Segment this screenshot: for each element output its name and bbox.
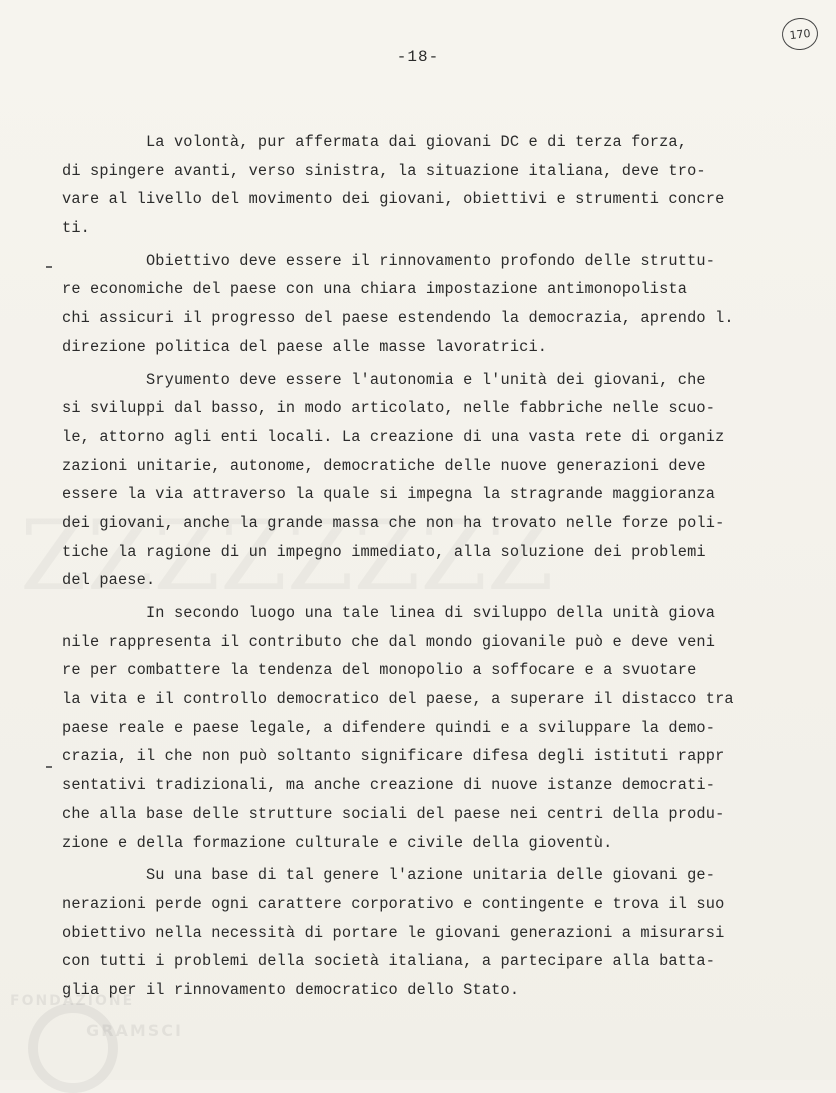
text-line: la vita e il controllo democratico del paese, a superare il distacco tra [62,690,734,709]
typed-text-body [62,128,776,1005]
text-line: che alla base delle strutture sociali del paese nei centri della produ- [62,804,725,823]
text-line: zazioni unitarie, autonome, democratiche delle nuove generazioni deve [62,456,706,475]
text-line: In secondo luogo una tale linea di sviluppo della unità giova [62,604,716,622]
text-line: direzione politica del paese alle masse lavoratrici. [62,337,548,356]
margin-mark [46,266,52,268]
text-line: essere la via attraverso la quale si impegna la stragrande maggioranza [62,485,716,504]
text-line: nerazioni perde ogni carattere corporativo e contingente e trova il suo [62,894,725,913]
text-line: re economiche del paese con una chiara impostazione antimonopolista [62,280,688,299]
text-line: chi assicuri il progresso del paese estendendo la democrazia, aprendo l. [62,309,734,328]
text-line: paese reale e paese legale, a difendere quindi e a sviluppare la demo- [62,718,716,737]
text-line: Su una base di tal genere l'azione unitaria delle giovani ge- [62,866,716,885]
text-line: zione e della formazione culturale e civile della gioventù. [62,833,613,852]
watermark-line1: FONDAZIONE [10,993,135,1009]
text-line: ti. [62,219,90,238]
text-line: sentativi tradizionali, ma anche creazione di nuove istanze democrati- [62,776,716,795]
text-line: Obiettivo deve essere il rinnovamento profondo delle struttu- [62,251,716,270]
text-line: obiettivo nella necessità di portare le giovani generazioni a misurarsi [62,923,725,942]
text-line: si sviluppi dal basso, in modo articolato, nelle fabbriche nelle scuo- [62,399,716,418]
text-line: Sryumento deve essere l'autonomia e l'unità dei giovani, che [62,370,706,389]
watermark-line2: GRAMSCI [86,1021,183,1040]
page-number: -18- [396,48,440,66]
text-line: le, attorno agli enti locali. La creazione di una vasta rete di organiz [62,427,725,446]
archive-number-stamp: 170 [780,16,819,52]
text-line: del paese. [62,571,156,590]
text-line: di spingere avanti, verso sinistra, la situazione italiana, deve tro- [62,161,706,180]
text-line: tiche la ragione di un impegno immediato, alla soluzione dei problemi [62,542,706,561]
text-line: glia per il rinnovamento democratico dello Stato. [62,980,520,999]
text-line: La volontà, pur affermata dai giovani DC e di terza forza, [62,133,688,151]
text-line: re per combattere la tendenza del monopolio a soffocare e a svuotare [62,661,697,680]
text-line: vare al livello del movimento dei giovani, obiettivi e strumenti concre [62,190,725,209]
text-line: dei giovani, anche la grande massa che non ha trovato nelle forze poli- [62,513,725,532]
text-line: nile rappresenta il contributo che dal mondo giovanile può e deve veni [62,632,716,651]
foundation-watermark [0,985,220,1080]
text-line: con tutti i problemi della società italiana, a partecipare alla batta- [62,952,716,971]
margin-mark [46,766,52,768]
text-line: crazia, il che non può soltanto significare difesa degli istituti rappr [62,747,725,766]
